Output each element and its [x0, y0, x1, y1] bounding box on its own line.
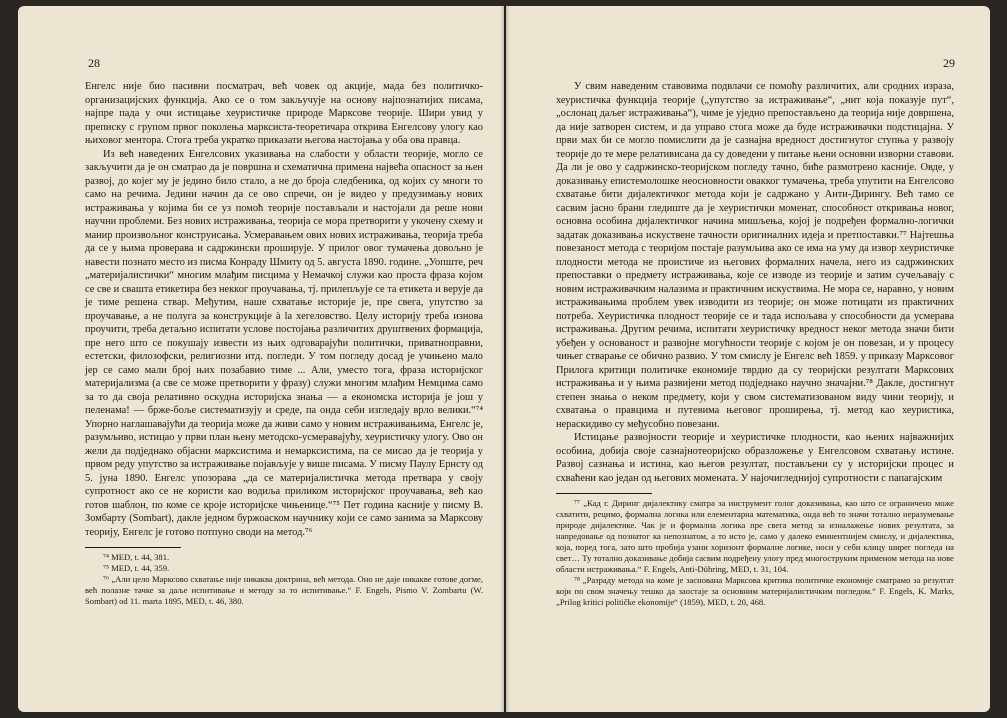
left-page — [18, 6, 504, 712]
page-number: 29 — [943, 56, 955, 70]
footnote: ⁷⁶ „Али цело Марксово схватање није никаква доктрина, већ метода. Оно не даје никакве готове догме, већ полазне тачке за даље испитивање и методу за то испитивање.“ F. Engels, Pismo V. Zombartu (W. Sombart) od 11. marta 1895, MED, t. 46, 380. — [85, 574, 483, 606]
paragraph: Истицање развојности теорије и хеуристичке плодности, као њених најважнијих особина, добија своје сазнајнотеоријско образложење у Енгелсовом схватању истине. Развој сазнања и истина, као његов резултат, постављени су у историјски процес и схваћени као један од његових момената. У најочигледнијој супротности с папагајским — [556, 432, 954, 484]
right-page — [506, 6, 990, 712]
footnotes — [556, 498, 954, 608]
footnote-divider — [556, 493, 652, 494]
footnote: ⁷⁴ MED, t. 44, 381. — [103, 552, 170, 562]
left-page-body — [85, 80, 483, 607]
paragraph: Енгелс није био пасивни посматрач, већ човек од акције, мада без политичко-организацијских функција. Ако се о том закључује на основу најпознатијих писама, најпре пада у очи истицање хеуристичке природе Марксове теорије. Шири увид у преписку с групом првог поколења марксиста-теоретичара открива Енгелсову улогу као њиховог ментора. Стога треба укратко приказати његова настојања у оба ова правца. — [85, 81, 483, 146]
page-number: 28 — [88, 56, 100, 70]
paragraph: Из већ наведених Енгелсових указивања на слабости у области теорије, могло се закључити да је он сматрао да је површна и схематична примена највећа опасност за њен развој, до којег му је једино било стало, а не до броја следбеника, од којих су многи то само на речима. Једини начин да се ово спречи, он је видео у предузимању нових истраживања у којима би се уз помоћ теорије постављали и настојали да реше нови научни проблеми. Без нових истраживања, теорија се мора претворити у укочену схему и манир произвољног конструисања. Усмеравањем ових нових истраживања, теорија треба да се у њима проверава и садржински проширује. У прилог овог тумачења довољно је навести познато место из писма Конраду Шмиту од 5. августа 1890. године. „Уопште, реч „материјалистички“ многим млађим писцима у Немачкој служи као проста фраза којом се све и свашта етикетира без некког проучавања, тј. прилепљује се та етикета и верује да је тиме решена ствар. Међутим, наше схватање историје је, пре свега, упутство за проучавање, а не полуга за конструкције à la хегеловство. Целу историју треба изнова проучити, треба детаљно испитати услове постојања различитих друштвених формација, пре него што се покушају извести из њих одговарајући политички, приватноправни, естетски, филозофски, религиозни итд. погледи. У том погледу досад је учињено мало јер се само мали број њих позабавио тиме ... Али, уместо тога, фраза историјског материјализма (а све се може претворити у фразу) служи многим млађим Немцима само за то да своја релативно оскудна историјска знања — а економска историја је још у пеленама! — брже-боље систематизују и среде, па онда себи изгледају врло велики.“⁷⁴ Упорно наглашавајући да теорија може да живи само у новим истраживањима, Енгелс је, разумљиво, истицао у први план њену методско-усмеравајућу, хеуристичку улогу. Ово он жели да подједнако објасни марксистима и немарксистима, па се мисао да је теорија у првом реду упутство за истраживање појављује у више писама. У писму Паулу Ернсту од 5. јуна 1890. Енгелс упозорава „да се материјалистичка метода претвара у своју супротност ако се не користи као водиља приликом историјског проучавања, већ као готов шаблон, по коме се кроје историјске чињенице.“⁷⁵ Пет година касније у писму В. Зомбарту (Sombart), даклe једном буржоаском научнику који се само занима за Марксову теорију, Енгелс је готово потпуно своди на метод.⁷⁶ — [85, 148, 483, 538]
footnotes — [85, 552, 483, 607]
right-page-body — [556, 80, 954, 608]
footnote: ⁷⁵ MED, t. 44, 359. — [103, 563, 170, 573]
paragraph: У свим наведеним ставовима подвлачи се помоћу различитих, али сродних израза, хеуристичка функција теорије („упутство за истраживање“, „нит која показује пут“, „ослонац даљег истраживања“), чиме је уједно препостављено да теорија није довршена, да није затворен систем, и да управо стога може да буде истраживачки подстицајна. У први мах би се могло помислити да је сазнајна вредност достигнутог ступња у развоју теорије до те мере релативисана да су доведени у питање њени основни изворни ставови. Да ли је ово у садржинско-теоријском погледу тачно, биће размотрено касније. Овде, у доказивању епистемолошке неосновности овакког тумачења, треба упутити на Енгелсово схватање бити дијалектичког метода који је садржано у Анти-Дирингу. Већ тамо се сасвим јасно брани гледиште да је хеуристички моменат, способност откривања новог, основна особина дијалектичког начина мишљења, којој је подређен формално-логички задатак доказивања искуствене тачности оригиналних идеја и претпоставки.⁷⁷ Најтешња повезаност метода с теоријом постаје разумљива ако се има на уму да извор хеуристичке плодности метода не проистиче из његових формалних начела, него из садржинских препоставки о предмету истраживања, које се изводе из теорије и затим сучељавају с новим истраживачким налазима и практичним искуствима. Не мора се, наравно, у новим истраживањима проблем увек изводити из теорије; он може потицати из практичних потреба. Хеуристичка плодност теорије се и тада испољава у способности да усмерава истраживања. Другим речима, испитати хеуристичку вредност неког метода значи бити убеђен у основаност и развојне могућности теорије с којом је он повезан, и у процесу чињег стварање се обично развио. У том смислу је Енгелс већ 1859. у приказу Марксовог Прилога критици политичке економије тврдио да су теоријски резултати Марксових истраживања и у њима развијени метод подједнако научно значајни.⁷⁸ Даклe, достигнут степен знања о неком предмету, који у свом систематизованом виду чини теорију, и схватања о правцима и путевима његовог проширења, тј. метод као хеуристика, нераскидиво су међусобно повезани. — [556, 81, 954, 430]
footnote: ⁷⁷ „Кад г. Диринг дијалектику сматра за инструмент голог доказивања, као што се ограничено може схватити, рецимо, формална логика или елементарна математика, онда већ то значи тотално неразумевање природе дијалектике. Чак је и формална логика пре свега метод за изналажење нових резултата, за напредовање од познатог ка непознатом, а то исто је, само у далеко еминентнијем смислу, и дијалектика, која, поред тога, зато што пробија узани хоризонт формалне логике, носи у себи клицу ширег погледа на свет… Ту тотално доказивање добија сасвим подређену улогу пред многоструким применом метода на нове области истраживања.“ F. Engels, Anti-Dühring, MED, t. 31, 104. — [556, 498, 954, 574]
footnote-divider — [85, 547, 181, 548]
footnote: ⁷⁸ „Разраду метода на коме је заснована Марксова критика политичке економије сматрамо за резултат који по свом значењу тешко да заостаје за основним материјалистичким погледом.“ F. Engels, K. Marks, „Prilog kritici političke ekonomije“ (1859), MED, t. 20, 468. — [556, 575, 954, 607]
